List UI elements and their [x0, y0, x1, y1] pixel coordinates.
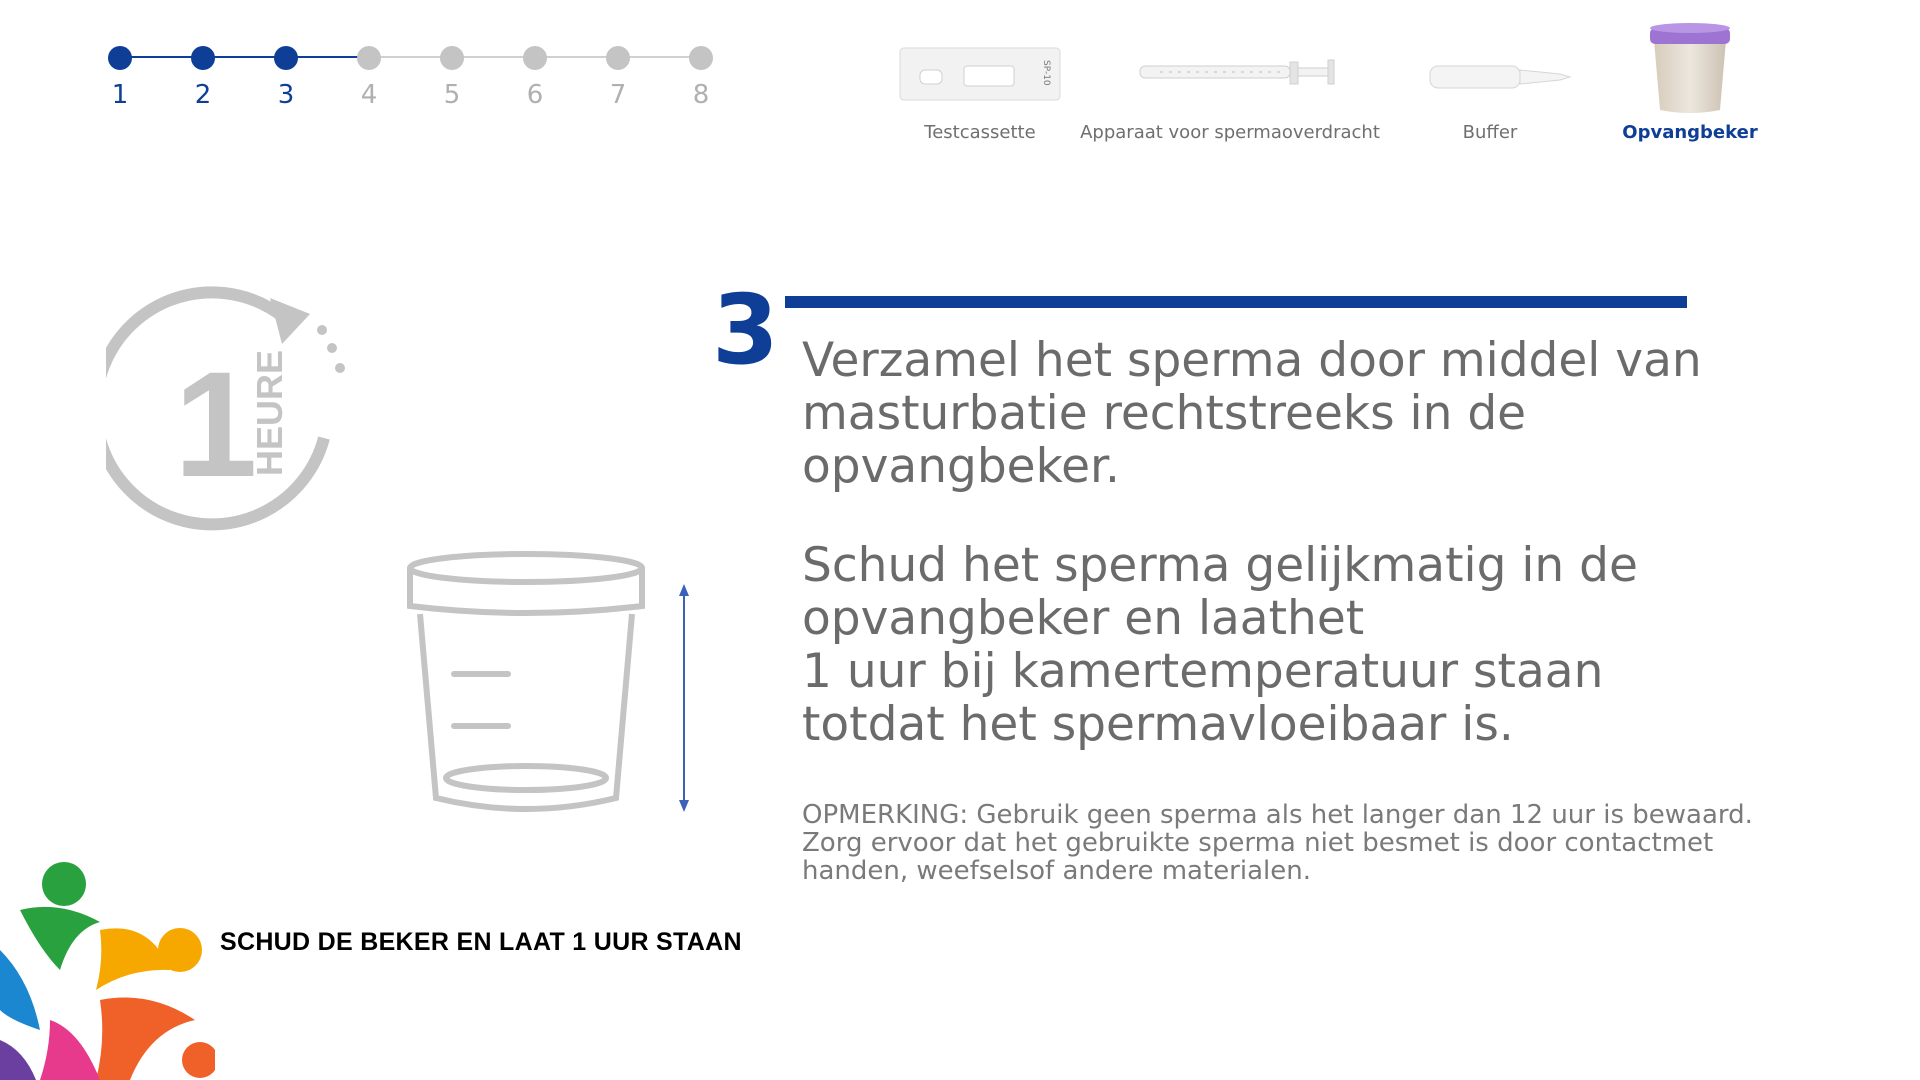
- supply-label: Opvangbeker: [1622, 122, 1758, 143]
- supply-test-cassette: [880, 20, 1080, 143]
- supply-label: Apparaat voor spermaoverdracht: [1080, 122, 1380, 143]
- progress-stepper: [108, 46, 708, 116]
- buffer-tube-icon: [1390, 20, 1590, 110]
- step-dot: [108, 46, 132, 70]
- section-bar: [785, 296, 1687, 308]
- instruction-paragraph-2: Schud het sperma gelijkmatig in de opvangbeker en laathet 1 uur bij kamertemperatuur staan totdat het spermavloeibaar is.: [802, 538, 1638, 752]
- step-number: 4: [360, 80, 378, 110]
- step-number: 5: [443, 80, 461, 110]
- instructions: [802, 334, 1882, 885]
- step-5[interactable]: [440, 46, 464, 110]
- step-7[interactable]: [606, 46, 630, 110]
- supply-collection-cup: [1600, 20, 1780, 143]
- step-4[interactable]: [357, 46, 381, 110]
- measuring-cup-icon: [400, 548, 700, 858]
- step-dot: [357, 46, 381, 70]
- collection-cup-icon: [1600, 20, 1780, 120]
- supply-buffer: [1390, 20, 1590, 143]
- step-1[interactable]: [108, 46, 132, 110]
- syringe-icon: [1080, 20, 1380, 110]
- step-dot: [191, 46, 215, 70]
- step-number: 1: [111, 80, 129, 110]
- note-text: OPMERKING: Gebruik geen sperma als het langer dan 12 uur is bewaard. Zorg ervoor dat het gebruikte sperma niet besmet is door contactmet handen, weefselsof andere materialen.: [802, 800, 1753, 886]
- step-8[interactable]: [689, 46, 713, 110]
- supply-transfer-device: [1080, 20, 1380, 143]
- caption-text: SCHUD DE BEKER EN LAAT 1 UUR STAAN: [220, 928, 742, 956]
- timer-number: 1: [174, 340, 258, 508]
- step-2[interactable]: [191, 46, 215, 110]
- step-dot: [274, 46, 298, 70]
- step-3[interactable]: [274, 46, 298, 110]
- cassette-marking: SP-10: [1041, 60, 1051, 86]
- step-dot: [606, 46, 630, 70]
- supply-label: Buffer: [1462, 122, 1518, 143]
- step-dot: [440, 46, 464, 70]
- step-number: 8: [692, 80, 710, 110]
- step-dot: [689, 46, 713, 70]
- timer-word: HEURE: [249, 349, 290, 476]
- one-hour-timer-icon: [106, 268, 366, 538]
- step-number: 3: [277, 80, 295, 110]
- test-cassette-icon: [880, 20, 1080, 110]
- community-logo-icon: [0, 860, 215, 1080]
- instruction-paragraph-1: Verzamel het sperma door middel van masturbatie rechtstreeks in de opvangbeker.: [802, 333, 1702, 494]
- supply-label: Testcassette: [924, 122, 1036, 143]
- stepper-line-completed: [120, 56, 368, 58]
- step-number: 2: [194, 80, 212, 110]
- step-dot: [523, 46, 547, 70]
- step-6[interactable]: [523, 46, 547, 110]
- step-number: 6: [526, 80, 544, 110]
- step-number: 7: [609, 80, 627, 110]
- supplies-row: [880, 20, 1880, 150]
- step-number-large: 3: [712, 274, 779, 386]
